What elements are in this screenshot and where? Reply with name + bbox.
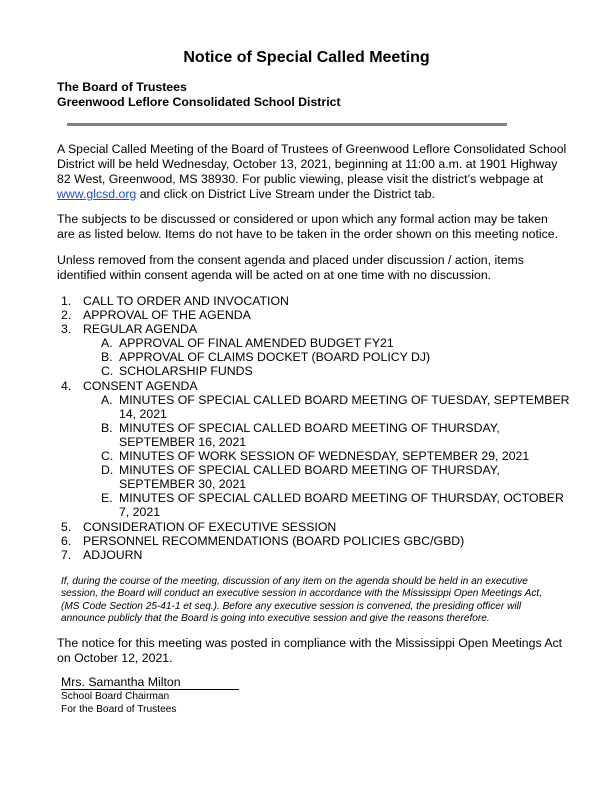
agenda-item	[57, 322, 577, 378]
agenda-item-text: REGULAR AGENDA	[83, 322, 198, 337]
agenda-subitem-text: MINUTES OF SPECIAL CALLED BOARD MEETING OF THURSDAY, SEPTEMBER 16, 2021	[119, 420, 500, 449]
page-title: Notice of Special Called Meeting	[183, 49, 430, 66]
agenda-item-text: CONSENT AGENDA	[83, 378, 198, 393]
agenda-subitem	[83, 393, 577, 421]
signer-name: Mrs. Samantha Milton	[61, 676, 239, 690]
agenda-item-number: 6.	[61, 533, 72, 548]
agenda-item-number: 4.	[61, 378, 72, 393]
agenda-item	[57, 308, 577, 322]
board-header	[57, 80, 341, 110]
agenda-item-text: CONSIDERATION OF EXECUTIVE SESSION	[83, 519, 337, 534]
agenda-subitem-letter: D.	[101, 463, 114, 478]
agenda-item-number: 2.	[61, 308, 72, 323]
agenda-subitem-text: MINUTES OF WORK SESSION OF WEDNESDAY, SEPTEMBER 29, 2021	[119, 449, 530, 464]
agenda-item-number: 5.	[61, 519, 72, 534]
agenda-subitem	[83, 350, 577, 364]
agenda-item-text: ADJOURN	[83, 547, 143, 562]
agenda-sublist	[83, 393, 577, 520]
agenda-item-text: APPROVAL OF THE AGENDA	[83, 308, 251, 323]
signature-block	[61, 675, 239, 690]
agenda-subitem	[83, 336, 577, 350]
agenda-item-text: CALL TO ORDER AND INVOCATION	[83, 294, 289, 308]
agenda-item-number: 1.	[61, 294, 72, 308]
agenda-subitem	[83, 421, 577, 449]
agenda-subitem	[83, 364, 577, 378]
intro-paragraph	[57, 142, 567, 202]
agenda-item	[57, 520, 577, 534]
district-name: Greenwood Leflore Consolidated School District	[57, 95, 341, 109]
agenda-subitem	[83, 449, 577, 463]
agenda-subitem-text: SCHOLARSHIP FUNDS	[119, 364, 253, 379]
agenda-subitem-text: MINUTES OF SPECIAL CALLED BOARD MEETING OF THURSDAY, OCTOBER 7, 2021	[119, 491, 564, 520]
agenda-subitem-text: MINUTES OF SPECIAL CALLED BOARD MEETING OF TUESDAY, SEPTEMBER 14, 2021	[119, 392, 570, 421]
agenda-item-number: 3.	[61, 322, 72, 337]
agenda-subitem-letter: A.	[101, 392, 113, 407]
agenda-subitem-letter: B.	[101, 420, 113, 435]
agenda-subitem	[83, 463, 577, 491]
agenda-subitem	[83, 491, 577, 519]
horizontal-divider	[67, 123, 507, 126]
agenda-item	[57, 379, 577, 520]
subjects-paragraph: The subjects to be discussed or considered or upon which any formal action may be taken are as listed below. Items do not have to be taken in the order shown on this meeting notice.	[57, 212, 559, 241]
agenda-subitem-letter: C.	[101, 449, 114, 464]
agenda-item	[57, 548, 577, 562]
intro-text-after: and click on District Live Stream under the District tab.	[136, 187, 435, 201]
agenda-subitem-text: APPROVAL OF CLAIMS DOCKET (BOARD POLICY DJ)	[119, 350, 431, 365]
agenda-item	[57, 534, 577, 548]
signer-organization: For the Board of Trustees	[61, 704, 177, 715]
agenda-subitem-text: MINUTES OF SPECIAL CALLED BOARD MEETING OF THURSDAY, SEPTEMBER 30, 2021	[119, 463, 500, 492]
posted-notice-paragraph: The notice for this meeting was posted in compliance with the Mississippi Open Meetings Act on October 12, 2021.	[57, 636, 563, 665]
consent-paragraph: Unless removed from the consent agenda and placed under discussion / action, items identified within consent agenda will be acted on at one time with no discussion.	[57, 253, 524, 282]
agenda-subitem-letter: B.	[101, 350, 113, 365]
agenda-subitem-letter: A.	[101, 336, 113, 351]
signer-details	[61, 690, 177, 716]
agenda-subitem-text: APPROVAL OF FINAL AMENDED BUDGET FY21	[119, 336, 394, 351]
board-name: The Board of Trustees	[57, 80, 187, 94]
agenda-list	[57, 294, 577, 562]
district-website-link[interactable]: www.glcsd.org	[57, 187, 137, 201]
agenda-subitem-letter: E.	[101, 491, 113, 506]
signer-title: School Board Chairman	[61, 691, 170, 702]
agenda-subitem-letter: C.	[101, 364, 114, 379]
agenda-item-text: PERSONNEL RECOMMENDATIONS (BOARD POLICIES GBC/GBD)	[83, 533, 465, 548]
agenda-item-number: 7.	[61, 547, 72, 562]
agenda-item	[57, 294, 577, 308]
executive-session-notice: If, during the course of the meeting, discussion of any item on the agenda should be held in an executive session, the Board will conduct an executive session in accordance with the Mississippi Open Meetings Act, (MS Code Section 25-41-1 et seq.). Before any executive session is convened, the presiding officer will announce publicly that the Board is going into executive session and give the reasons therefore.	[61, 576, 543, 625]
intro-text-before: A Special Called Meeting of the Board of Trustees of Greenwood Leflore Consolidated School District will be held Wednesday, October 13, 2021, beginning at 11:00 a.m. at 1901 Highway 82 West, Greenwood, MS 38930. For public viewing, please visit the district’s webpage at	[57, 142, 567, 186]
agenda-sublist	[83, 336, 577, 378]
